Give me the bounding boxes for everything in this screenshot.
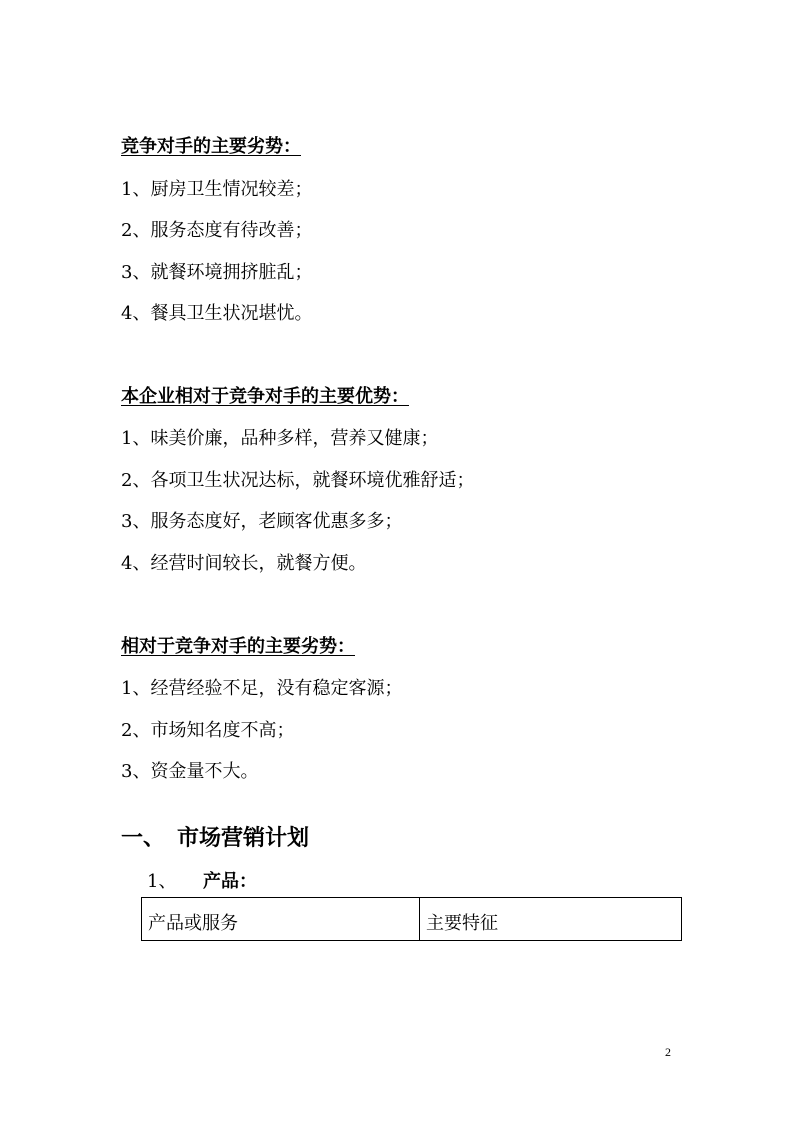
subsection-title: [147, 871, 257, 893]
competitor-weakness-item-3: 3、就餐环境拥挤脏乱；: [121, 262, 313, 283]
self-weakness-heading: 相对于竞争对手的主要劣势：: [121, 636, 355, 657]
self-advantage-item-3: 3、服务态度好，老顾客优惠多多；: [121, 511, 403, 532]
competitor-weakness-item-4: 4、餐具卫生状况堪忧。: [121, 303, 313, 324]
subsection-title-text: 产品：: [203, 871, 257, 892]
section-title: [121, 824, 309, 852]
subsection-number: 1、: [147, 871, 177, 892]
self-weakness-item-2: 2、市场知名度不高；: [121, 720, 295, 741]
self-advantage-item-2: 2、各项卫生状况达标，就餐环境优雅舒适；: [121, 470, 475, 491]
section-number: 一、: [121, 825, 166, 851]
table-header-features: 主要特征: [420, 898, 682, 941]
self-advantage-item-4: 4、经营时间较长，就餐方便。: [121, 553, 367, 574]
product-table: [141, 897, 682, 941]
competitor-weakness-item-2: 2、服务态度有待改善；: [121, 220, 313, 241]
self-advantage-item-1: 1、味美价廉，品种多样，营养又健康；: [121, 428, 439, 449]
self-weakness-item-3: 3、资金量不大。: [121, 761, 259, 782]
table-header-product: 产品或服务: [142, 898, 420, 941]
self-weakness-item-1: 1、经营经验不足，没有稳定客源；: [121, 678, 403, 699]
competitor-weakness-heading: 竞争对手的主要劣势：: [121, 136, 301, 157]
competitor-weakness-item-1: 1、厨房卫生情况较差；: [121, 179, 313, 200]
page-number: 2: [665, 1045, 671, 1059]
self-advantage-heading: 本企业相对于竞争对手的主要优势：: [121, 386, 409, 407]
table-row: [142, 898, 682, 941]
section-title-text: 市场营销计划: [177, 825, 310, 851]
